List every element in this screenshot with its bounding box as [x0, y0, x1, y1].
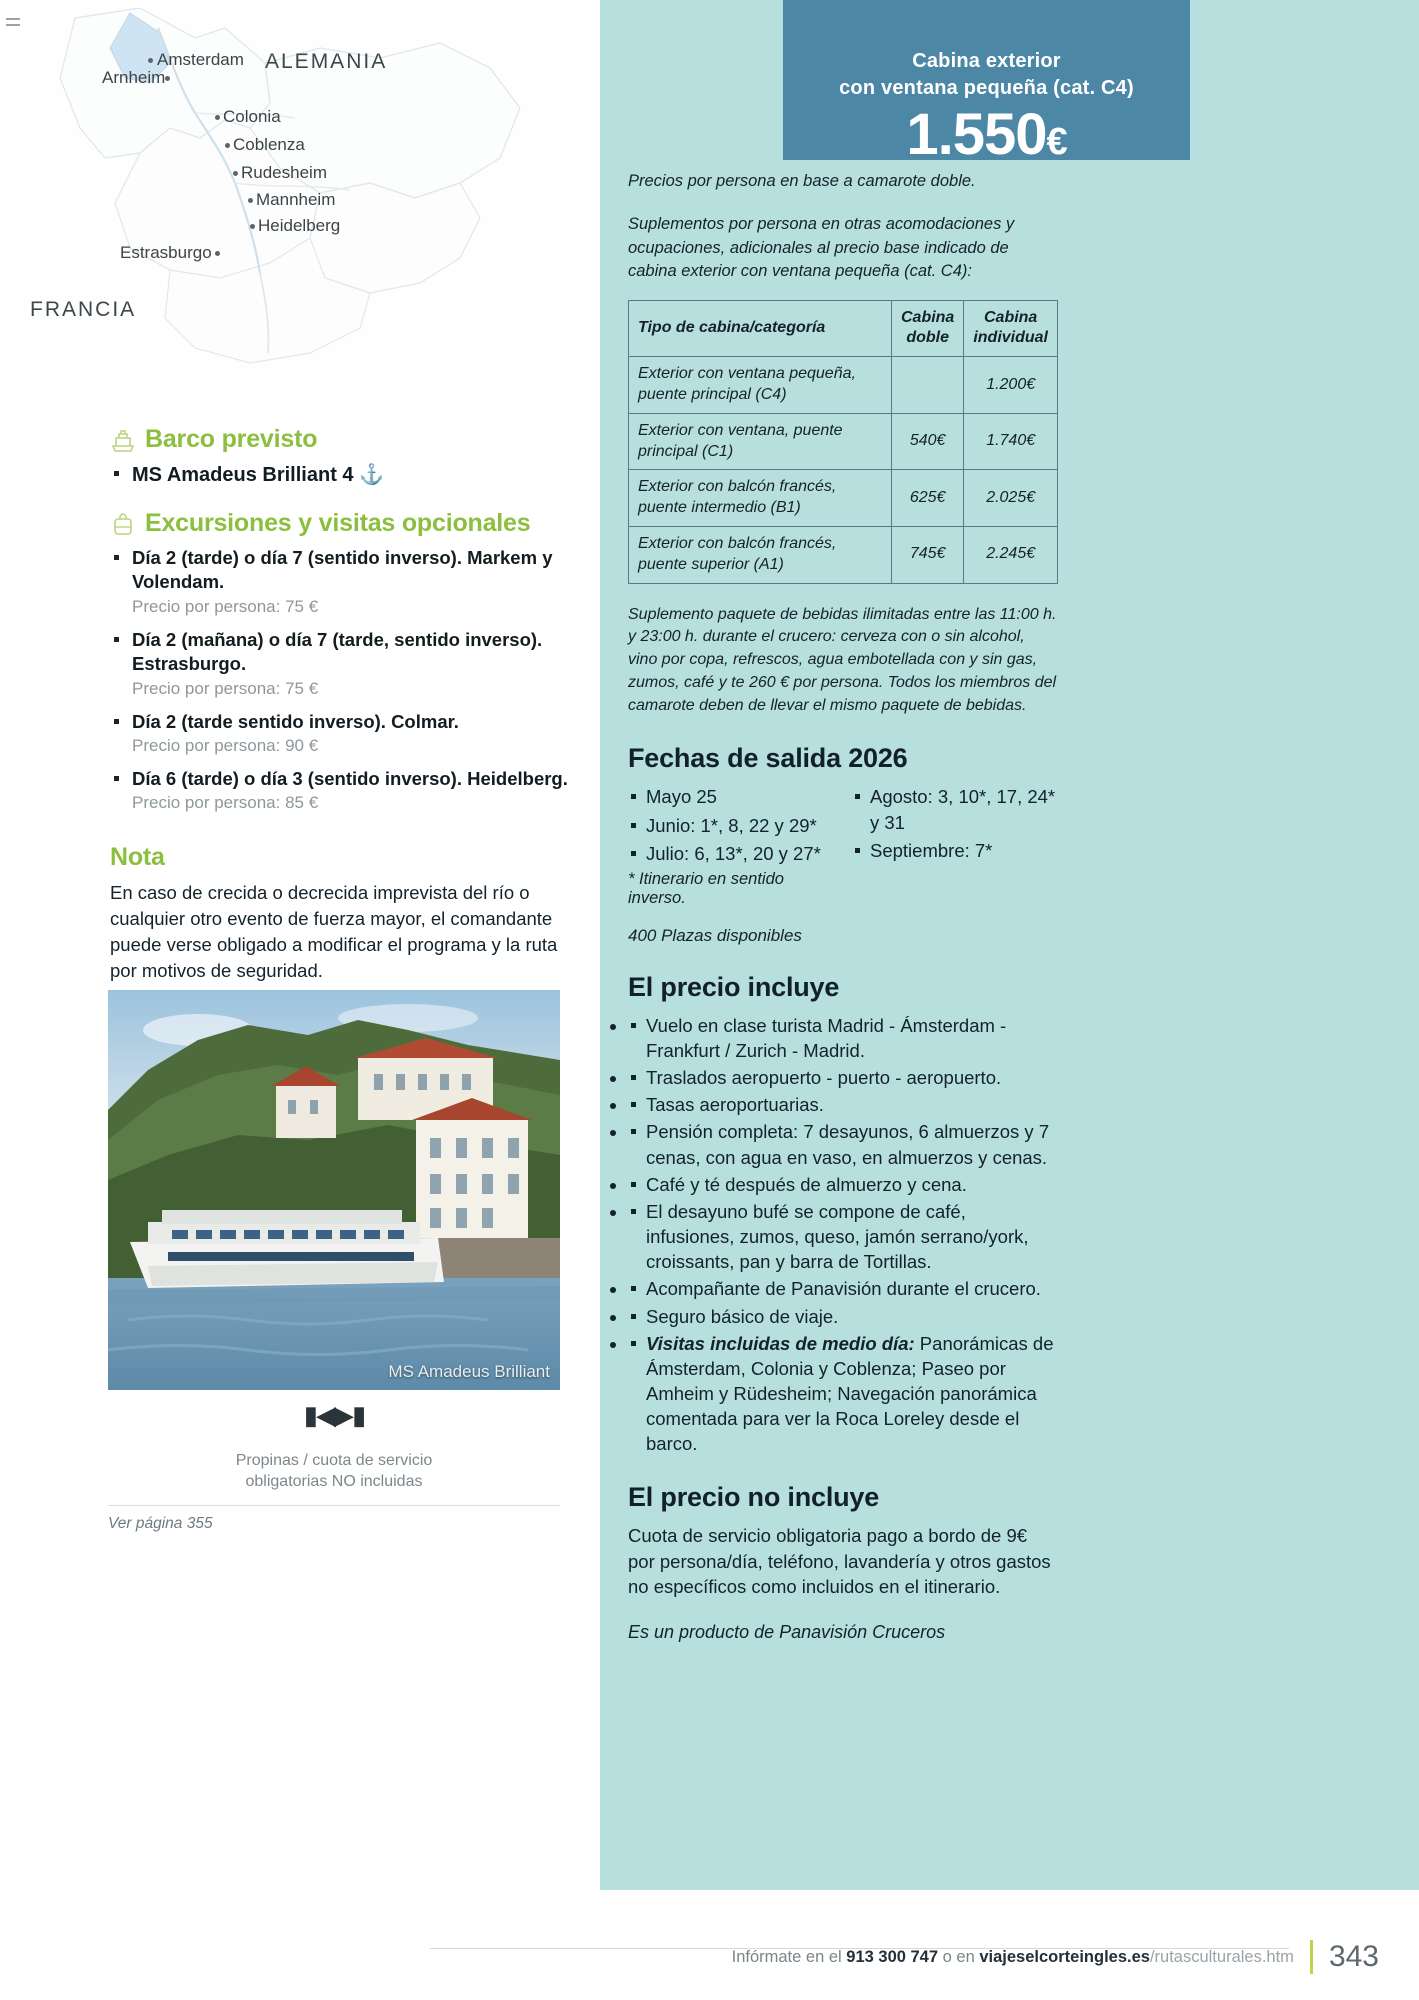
table-row [629, 527, 1058, 584]
cabin-type-label: Exterior con ventana, puente principal (C1) [629, 413, 892, 470]
map-dot-amsterdam [148, 58, 153, 63]
visits-label: Visitas incluidas de medio día: [646, 1332, 915, 1354]
includes-list [628, 1013, 1058, 1457]
departure-dates-left [628, 784, 834, 867]
footer-site[interactable]: viajeselcorteingles.es [979, 1947, 1150, 1966]
footer-path[interactable]: /rutasculturales.htm [1149, 1947, 1294, 1966]
cabin-price-single: 1.740€ [964, 413, 1058, 470]
nota-paragraph-1: En caso de crecida o decrecida imprevista del río o cualquier otro evento de fuerza mayor, el comandante puede verse obligado a modificar el programa y la ruta por motivos de seguridad. [110, 882, 558, 982]
ver-pagina: Ver página 355 [108, 1515, 213, 1532]
list-item-visits [628, 1331, 1058, 1457]
price-amount: 1.550€ [906, 101, 1067, 167]
cabin-price-double: 625€ [891, 470, 963, 527]
ship-heading [110, 425, 580, 454]
map-label-coblenza: Coblenza [233, 135, 305, 154]
map-label-heidelberg: Heidelberg [258, 216, 341, 235]
nota-heading-label: Nota [110, 843, 165, 872]
col-cabin-type: Tipo de cabina/categoría [629, 300, 892, 357]
list-item: • Acompañante de Panavisión durante el crucero. [628, 1276, 1058, 1301]
beverage-package-note: Suplemento paquete de bebidas ilimitadas entre las 11:00 h. y 23:00 h. durante el crucero: cerveza con o sin alcohol, vino por copa, refrescos, agua embotellada con y sin gas, zumos, café y te 260 € por persona. Todos los miembros del camarote deben de llevar el mismo paquete de bebidas. [628, 605, 1057, 714]
excludes-text: Cuota de servicio obligatoria pago a bordo de 9€ por persona/día, teléfono, lavandería y otros gastos no específicos como incluidos en el itinerario. [628, 1525, 1051, 1598]
list-item [110, 710, 580, 756]
col-single: Cabina individual [964, 300, 1058, 357]
price-note-supplements: Suplementos por persona en otras acomodaciones y ocupaciones, adicionales al precio base indicado de cabina exterior con ventana pequeña (cat. C4): [628, 215, 1015, 281]
crop-mark [6, 18, 20, 26]
tips-line-2: obligatorias NO incluidas [245, 1472, 423, 1490]
route-map [20, 8, 600, 388]
product-note: Es un producto de Panavisión Cruceros [628, 1622, 946, 1642]
map-label-francia: FRANCIA [30, 298, 137, 321]
photo-caption: MS Amadeus Brilliant [388, 1362, 550, 1381]
map-label-arnheim: Arnheim [102, 68, 166, 87]
list-item: • Café y té después de almuerzo y cena. [628, 1172, 1058, 1197]
cabin-type-label: Exterior con balcón francés, puente intermedio (B1) [629, 470, 892, 527]
ship-name: MS Amadeus Brilliant 4 ⚓ [132, 464, 385, 486]
ship-icon [110, 427, 136, 453]
map-dot-mannheim [248, 198, 253, 203]
cabin-type-label: Exterior con ventana pequeña, puente principal (C4) [629, 357, 892, 414]
excursion-price: Precio por persona: 75 € [132, 596, 319, 616]
tips-line-1: Propinas / cuota de servicio [235, 1452, 433, 1469]
list-item: Julio: 6, 13*, 20 y 27* [628, 841, 834, 867]
page-footer [0, 1940, 1419, 1974]
table-row [629, 357, 1058, 414]
ship-list [110, 462, 580, 487]
list-item: • Vuelo en clase turista Madrid - Ámsterdam - Frankfurt / Zurich - Madrid. [628, 1013, 1058, 1063]
price-banner-caption-line2: con ventana pequeña (cat. C4) [839, 76, 1134, 99]
list-item [110, 546, 580, 617]
departures-heading: Fechas de salida 2026 [628, 743, 908, 774]
available-places: 400 Plazas disponibles [628, 925, 802, 945]
departures-footnote: * Itinerario en sentido inverso. [628, 869, 784, 907]
footer-accent-bar [1310, 1940, 1313, 1974]
price-banner-caption-line1: Cabina exterior [912, 50, 1061, 72]
list-item: • Traslados aeropuerto - puerto - aeropuerto. [628, 1065, 1058, 1090]
map-label-mannheim: Mannheim [256, 190, 336, 209]
photo-graphic [108, 990, 560, 1390]
table-row [629, 413, 1058, 470]
map-dot-coblenza [225, 143, 230, 148]
excursion-title: Día 6 (tarde) o día 3 (sentido inverso). Heidelberg. [132, 768, 568, 790]
list-item: • Tasas aeroportuarias. [628, 1092, 1058, 1117]
list-item: Junio: 1*, 8, 22 y 29* [628, 813, 834, 839]
map-dot-heidelberg [250, 224, 255, 229]
cabin-price-table [628, 300, 1058, 584]
backpack-icon [110, 511, 136, 537]
excursion-title: Día 2 (tarde) o día 7 (sentido inverso). Markem y Volendam. [132, 547, 553, 593]
pricing-details [628, 170, 1058, 1643]
excludes-heading: El precio no incluye [628, 1482, 880, 1513]
excursions-heading [110, 509, 580, 538]
footer-phone: 913 300 747 [846, 1947, 939, 1966]
table-row [629, 470, 1058, 527]
cabin-type-label: Exterior con balcón francés, puente superior (A1) [629, 527, 892, 584]
price-banner [783, 0, 1190, 167]
excursions-list [110, 546, 580, 813]
map-label-colonia: Colonia [223, 107, 281, 126]
list-item: Septiembre: 7* [852, 838, 1058, 864]
tips-block [108, 1400, 560, 1506]
list-item: Agosto: 3, 10*, 17, 24* y 31 [852, 784, 1058, 835]
excursion-price: Precio por persona: 90 € [132, 736, 319, 756]
map-dot-estrasburgo [215, 251, 220, 256]
currency-symbol: € [1046, 120, 1067, 163]
cabin-price-single: 2.025€ [964, 470, 1058, 527]
page-number: 343 [1328, 1940, 1379, 1973]
cabin-price-double: 745€ [891, 527, 963, 584]
list-item [110, 767, 580, 813]
nota-heading [110, 843, 580, 872]
tips-divider [108, 1505, 560, 1506]
excursions-heading-label: Excursiones y visitas opcionales [145, 509, 531, 537]
map-label-amsterdam: Amsterdam [157, 50, 244, 69]
departure-dates-right [852, 784, 1058, 864]
cabin-price-single: 1.200€ [964, 357, 1058, 414]
table-header-row [629, 300, 1058, 357]
map-dot-colonia [215, 115, 220, 120]
map-label-alemania: ALEMANIA [265, 50, 388, 73]
cabin-price-double: 540€ [891, 413, 963, 470]
excursion-title: Día 2 (mañana) o día 7 (tarde, sentido inverso). Estrasburgo. [132, 628, 543, 675]
visits-text: Panorámicas de Ámsterdam, Colonia y Coblenza; Paseo por Amheim y Rüdesheim; Navegación panorámica comentada para ver la Roca Loreley desde el barco. [646, 1332, 1054, 1455]
ship-heading-label: Barco previsto [145, 425, 318, 453]
list-item [110, 462, 580, 487]
map-label-rudesheim: Rudesheim [241, 163, 327, 182]
footer-middle: o en [938, 1947, 980, 1966]
map-dot-arnheim [165, 76, 170, 81]
map-dot-rudesheim [233, 171, 238, 176]
map-label-estrasburgo: Estrasburgo [120, 243, 212, 262]
excursion-title: Día 2 (tarde sentido inverso). Colmar. [132, 710, 459, 732]
ship-photo [108, 990, 560, 1390]
list-item: • El desayuno bufé se compone de café, infusiones, zumos, queso, jamón serrano/york, croissants, pan y barra de Tortillas. [628, 1199, 1058, 1274]
excursion-price: Precio por persona: 75 € [132, 678, 319, 698]
list-item: • Seguro básico de viaje. [628, 1304, 1058, 1329]
col-double: Cabina doble [891, 300, 963, 357]
price-note-base: Precios por persona en base a camarote doble. [628, 172, 976, 190]
footer-prefix: Infórmate en el [731, 1947, 847, 1966]
tips-icon: ▮◀▶▮ [303, 1400, 365, 1430]
list-item: Mayo 25 [628, 784, 834, 810]
cabin-price-double [891, 357, 963, 414]
departure-dates [628, 784, 1058, 908]
list-item [110, 628, 580, 699]
list-item: • Pensión completa: 7 desayunos, 6 almuerzos y 7 cenas, con agua en vaso, en almuerzos y cenas. [628, 1119, 1058, 1169]
includes-heading: El precio incluye [628, 971, 840, 1002]
excursion-price: Precio por persona: 85 € [132, 793, 319, 813]
left-content [110, 425, 580, 1038]
cabin-price-single: 2.245€ [964, 527, 1058, 584]
footer-info [732, 1948, 1294, 1967]
